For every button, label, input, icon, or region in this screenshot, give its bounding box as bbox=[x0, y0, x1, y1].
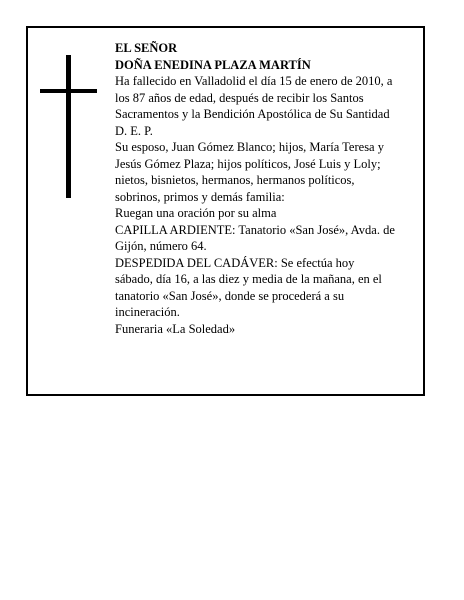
cross-icon bbox=[28, 28, 128, 228]
notice-line: Ruegan una oración por su alma bbox=[115, 206, 277, 220]
notice-line: sobrinos, primos y demás familia: bbox=[115, 189, 285, 204]
notice-line: CAPILLA ARDIENTE: Tanatorio «San José», Avda. de bbox=[115, 222, 395, 237]
notice-line: sábado, día 16, a las diez y media de la mañana, en el bbox=[115, 272, 382, 286]
notice-line: Sacramentos y la Bendición Apostólica de Su Santidad bbox=[115, 107, 390, 121]
deceased-name: DOÑA ENEDINA PLAZA MARTÍN bbox=[115, 57, 311, 72]
cross-vertical-bar bbox=[66, 55, 71, 198]
notice-line: Gijón, número 64. bbox=[115, 239, 207, 253]
notice-line: Ha fallecido en Valladolid el día 15 de enero de 2010, a bbox=[115, 74, 393, 88]
notice-text bbox=[115, 40, 427, 337]
notice-line: Jesús Gómez Plaza; hijos políticos, José Luis y Loly; bbox=[115, 156, 381, 171]
notice-line: Funeraria «La Soledad» bbox=[115, 321, 236, 336]
notice-line: tanatorio «San José», donde se procederá a su bbox=[115, 288, 345, 303]
notice-line: incineración. bbox=[115, 305, 180, 319]
cross-horizontal-bar bbox=[40, 89, 97, 93]
notice-line: los 87 años de edad, después de recibir los Santos bbox=[115, 90, 364, 105]
notice-line: Su esposo, Juan Gómez Blanco; hijos, María Teresa y bbox=[115, 140, 384, 154]
notice-line: nietos, bisnietos, hermanos, hermanos políticos, bbox=[115, 173, 355, 187]
notice-line: DESPEDIDA DEL CADÁVER: Se efectúa hoy bbox=[115, 255, 355, 270]
notice-heading: EL SEÑOR bbox=[115, 41, 178, 55]
death-notice bbox=[26, 26, 425, 396]
notice-line: D. E. P. bbox=[115, 123, 153, 138]
